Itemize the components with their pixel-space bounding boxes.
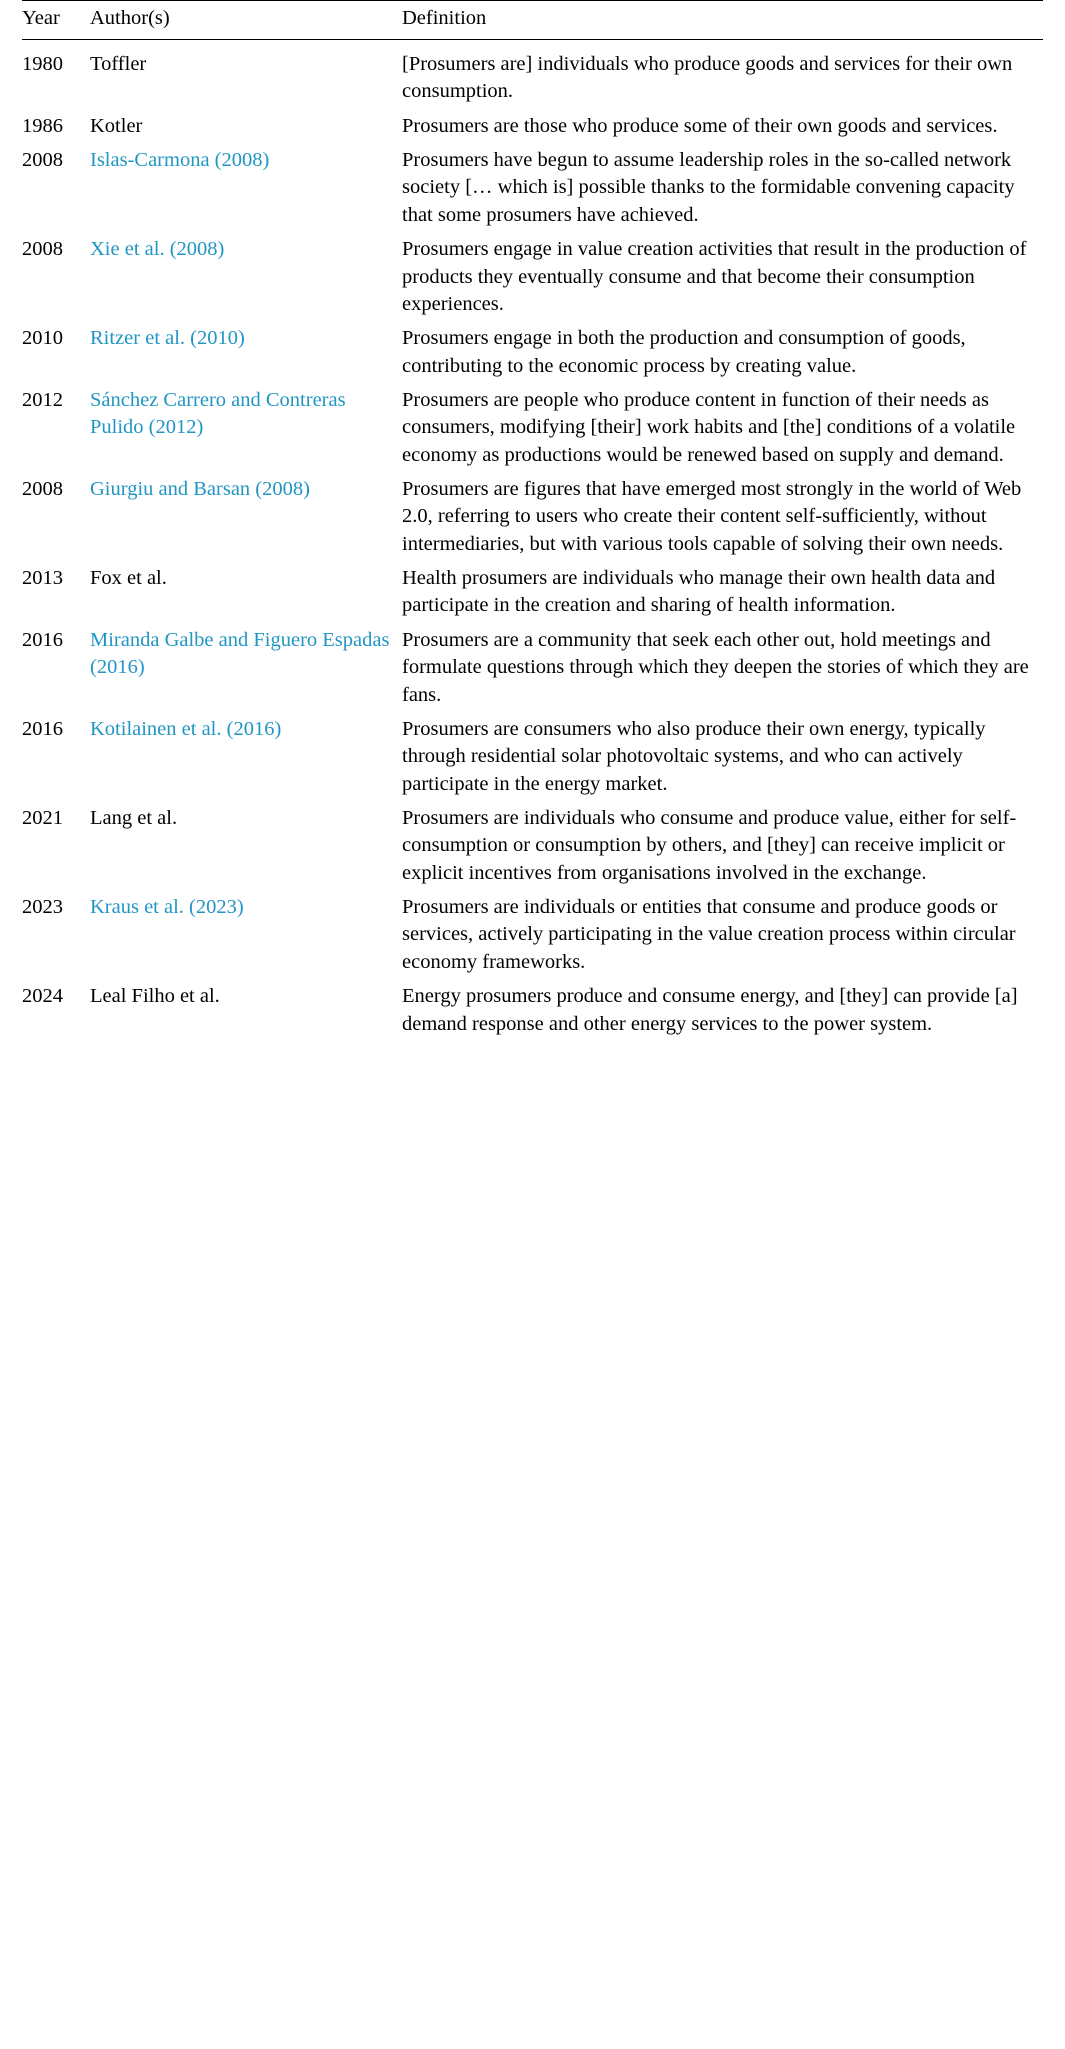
table-row: [22, 709, 1043, 798]
table-row: [22, 40, 1043, 106]
cell-definition: [Prosumers are] individuals who produce goods and services for their own consumption.: [402, 53, 1013, 103]
cell-year: 2010: [22, 327, 63, 350]
cell-year: 2016: [22, 628, 63, 651]
author-citation-link[interactable]: Islas-Carmona (2008): [90, 149, 270, 172]
cell-definition: Prosumers have begun to assume leadership roles in the so-called network society [… which is] possible thanks to the formidable convening capacity that some prosumers have achieved.: [402, 149, 1015, 226]
cell-definition: Prosumers are consumers who also produce their own energy, typically through residential solar photovoltaic systems, and who can actively participate in the energy market.: [402, 717, 986, 795]
cell-author: [90, 40, 402, 106]
cell-definition: Prosumers are people who produce content in function of their needs as consumers, modifying [their] work habits and [the] conditions of a volatile economy as productions would be renewed based on supply and demand.: [402, 388, 1016, 466]
table-row: [22, 106, 1043, 140]
cell-author: [90, 106, 402, 140]
cell-year: 2021: [22, 806, 63, 829]
cell-author[interactable]: [90, 380, 402, 469]
cell-year: 2008: [22, 478, 63, 501]
table-row: [22, 620, 1043, 709]
table-row: [22, 380, 1043, 469]
author-text: Fox et al.: [90, 567, 167, 590]
table-row: [22, 798, 1043, 887]
author-citation-link[interactable]: Kotilainen et al. (2016): [90, 717, 282, 740]
cell-author[interactable]: [90, 140, 402, 229]
cell-year: 2024: [22, 985, 63, 1008]
cell-author[interactable]: [90, 469, 402, 558]
definitions-table: [22, 0, 1043, 1038]
cell-year: 2016: [22, 717, 63, 740]
cell-year: 2023: [22, 896, 63, 919]
author-citation-link[interactable]: Kraus et al. (2023): [90, 896, 244, 919]
cell-year: 1986: [22, 114, 63, 137]
table-row: [22, 140, 1043, 229]
table-row: [22, 887, 1043, 976]
cell-year: 2008: [22, 238, 63, 261]
cell-definition: Energy prosumers produce and consume energy, and [they] can provide [a] demand response and other energy services to the power system.: [402, 985, 1018, 1035]
table-row: [22, 976, 1043, 1038]
author-text: Kotler: [90, 114, 143, 137]
cell-definition: Prosumers are individuals who consume and produce value, either for self-consumption or consumption by others, and [they] can receive implicit or explicit incentives from organisations involved in the exchange.: [402, 806, 1017, 884]
cell-author[interactable]: [90, 318, 402, 380]
cell-author[interactable]: [90, 709, 402, 798]
cell-definition: Prosumers are those who produce some of their own goods and services.: [402, 114, 998, 137]
cell-year: 2008: [22, 149, 63, 172]
cell-definition: Prosumers are individuals or entities that consume and produce goods or services, actively participating in the value creation process within circular economy frameworks.: [402, 896, 1016, 973]
table-row: [22, 469, 1043, 558]
cell-year: 1980: [22, 53, 63, 75]
cell-year: 2013: [22, 567, 63, 590]
author-citation-link[interactable]: Ritzer et al. (2010): [90, 327, 245, 350]
table-row: [22, 318, 1043, 380]
cell-author[interactable]: [90, 229, 402, 318]
cell-definition: Prosumers are figures that have emerged most strongly in the world of Web 2.0, referring to users who create their content self-sufficiently, without intermediaries, but with various tools capable of solving their own needs.: [402, 478, 1022, 555]
author-citation-link[interactable]: Xie et al. (2008): [90, 238, 225, 261]
table-row: [22, 558, 1043, 620]
cell-author: [90, 976, 402, 1038]
author-text: Toffler: [90, 53, 147, 75]
cell-author: [90, 798, 402, 887]
author-text: Lang et al.: [90, 806, 178, 829]
cell-year: 2012: [22, 388, 63, 411]
column-header-definition: Definition: [402, 1, 1043, 40]
author-citation-link[interactable]: Miranda Galbe and Figuero Espadas (2016): [90, 628, 390, 679]
column-header-authors: Author(s): [90, 1, 402, 40]
column-header-year: Year: [22, 1, 90, 40]
table-body: [22, 40, 1043, 1038]
cell-author[interactable]: [90, 887, 402, 976]
cell-author[interactable]: [90, 620, 402, 709]
cell-definition: Prosumers engage in value creation activities that result in the production of products they eventually consume and that become their consumption experiences.: [402, 238, 1027, 315]
author-citation-link[interactable]: Giurgiu and Barsan (2008): [90, 478, 310, 501]
author-text: Leal Filho et al.: [90, 985, 220, 1008]
cell-definition: Health prosumers are individuals who manage their own health data and participate in the creation and sharing of health information.: [402, 567, 996, 617]
table-row: [22, 229, 1043, 318]
table-header: [22, 1, 1043, 40]
cell-definition: Prosumers are a community that seek each other out, hold meetings and formulate questions through which they deepen the stories of which they are fans.: [402, 628, 1029, 706]
cell-author: [90, 558, 402, 620]
author-citation-link[interactable]: Sánchez Carrero and Contreras Pulido (2012): [90, 388, 346, 439]
cell-definition: Prosumers engage in both the production and consumption of goods, contributing to the economic process by creating value.: [402, 327, 966, 377]
